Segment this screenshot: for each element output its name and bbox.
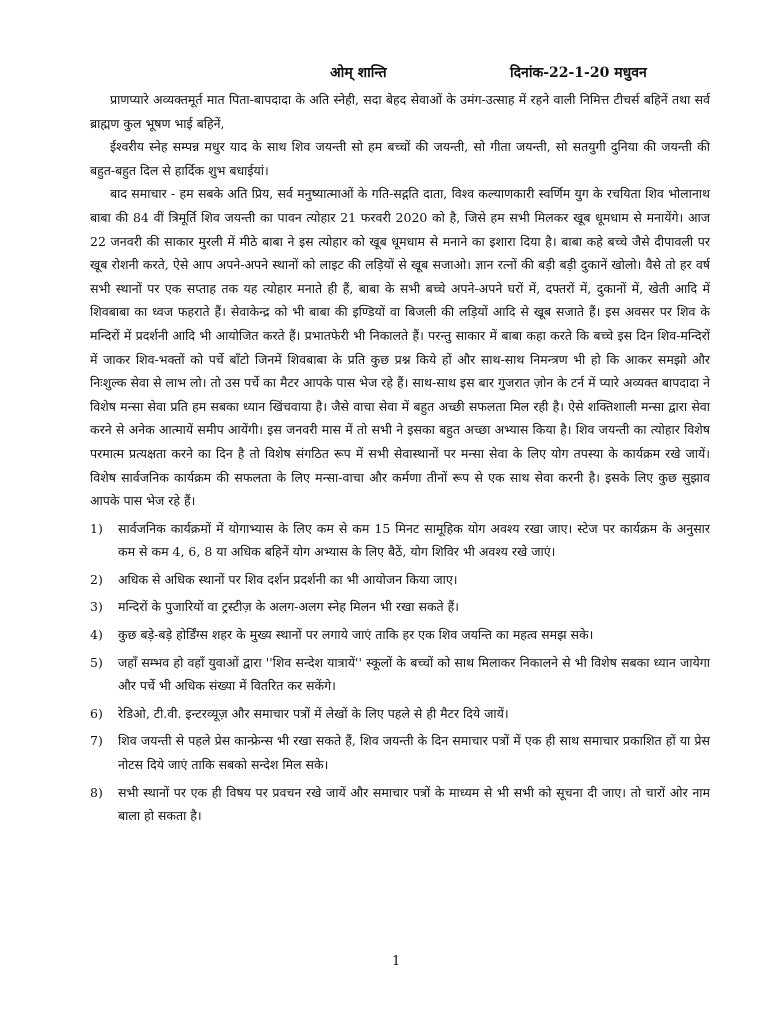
list-item-text: जहाँ सम्भव हो वहाँ युवाओं द्वारा ''शिव सन्देश यात्रायें'' स्कूलों के बच्चों को साथ मिलाकर निकालने से भी विशेष सबका ध्यान जायेगा और पर्चे भी अधिक संख्या में वितरित कर सकेंगे।	[118, 654, 710, 694]
list-item-number: 3)	[90, 599, 103, 615]
page-title: ओम् शान्ति	[330, 65, 387, 81]
list-item-number: 4)	[90, 627, 103, 643]
list-item-number: 7)	[90, 733, 103, 749]
list-item	[90, 517, 710, 564]
list-item	[90, 781, 710, 828]
list-item	[90, 595, 710, 619]
list-item-number: 8)	[90, 784, 103, 800]
date-line: दिनांक-22-1-20 मधुवन	[510, 65, 647, 81]
list-item	[90, 651, 710, 698]
list-item-number: 2)	[90, 571, 103, 587]
list-item	[90, 568, 710, 592]
page-number: 1	[392, 954, 401, 969]
suggestion-list	[90, 517, 710, 828]
greeting-paragraph: ईश्वरीय स्नेह सम्पन्न मधुर याद के साथ शिव जयन्ती सो हम बच्चों की जयन्ती, सो गीता जयन्ती, सो सतयुगी दुनिया की जयन्ती की बहुत-बहुत दिल से हार्दिक शुभ बधाईयां।	[90, 139, 710, 178]
list-item-text: शिव जयन्ती से पहले प्रेस कान्फ्रेन्स भी रखा सकते हैं, शिव जयन्ती के दिन समाचार पत्रों में एक ही साथ समाचार प्रकाशित हों या प्रेस नोटस दिये जाएं ताकि सबको सन्देश मिल सके।	[118, 733, 710, 773]
list-item-text: रेडिओ, टी.वी. इन्टरव्यूज़ और समाचार पत्रों में लेखों के लिए पहले से ही मैटर दिये जायें।	[118, 705, 509, 721]
list-item-text: कुछ बड़े-बड़े होर्डिंग्स शहर के मुख्य स्थानों पर लगाये जाएं ताकि हर एक शिव जयन्ति का महत्व समझ सके।	[118, 627, 594, 643]
list-item-text: मन्दिरों के पुजारियों वा ट्रस्टीज़ के अलग-अलग स्नेह मिलन भी रखा सकते हैं।	[118, 599, 460, 615]
letter-header	[90, 62, 710, 88]
list-item	[90, 623, 710, 647]
list-item-text: अधिक से अधिक स्थानों पर शिव दर्शन प्रदर्शनी का भी आयोजन किया जाए।	[118, 571, 458, 587]
list-item	[90, 729, 710, 776]
news-paragraph: बाद समाचार - हम सबके अति प्रिय, सर्व मनुष्यात्माओं के गति-सद्गति दाता, विश्व कल्याणकारी स्वर्णिम युग के रचयिता शिव भोलानाथ बाबा की 84 वीं त्रिमूर्ति शिव जयन्ती का पावन त्योहार 21 फरवरी 2020 को है, जिसे हम सभी मिलकर खूब धूमधाम से मनायेंगे। आज 22 जनवरी की साकार मुरली में मीठे बाबा ने इस त्योहार को खूब धूमधाम से मनाने का इशारा दिया है। बाबा कहे बच्चे जैसे दीपावली पर खूब रोशनी करते, ऐसे आप अपने-अपने स्थानों को लाइट की लड़ियों से खूब सजाओ। ज्ञान रत्नों की बड़ी बड़ी दुकानें खोलो। वैसे तो हर वर्ष सभी स्थानों पर एक सप्ताह तक यह त्योहार मनाते ही हैं, बाबा के सभी बच्चे अपने-अपने घरों में, दफ्तरों में, दुकानों में, खेती आदि में शिवबाबा का ध्वज फहराते हैं। सेवाकेन्द्र को भी बाबा की इण्डियों वा बिजली की लड़ियों आदि से खूब सजाते हैं। इस अवसर पर शिव के मन्दिरों में प्रदर्शनी आदि भी आयोजित करते हैं। प्रभातफेरी भी निकालते हैं। परन्तु साकार में बाबा कहा करते कि बच्चे इस दिन शिव-मन्दिरों में जाकर शिव-भक्तों को पर्चे बाँटो जिनमें शिवबाबा के प्रति कुछ प्रश्न किये हों और साथ-साथ निमन्त्रण भी हो कि आकर समझो और निःशुल्क सेवा से लाभ लो। तो उस पर्चे का मैटर आपके पास भेज रहे हैं। साथ-साथ इस बार गुजरात ज़ोन के टर्न में प्यारे अव्यक्त बापदादा ने विशेष मन्सा सेवा प्रति हम सबका ध्यान खिंचवाया है। जैसे वाचा सेवा में बहुत अच्छी सफलता मिल रही है। ऐसे शक्तिशाली मन्सा द्वारा सेवा करने से अनेक आत्मायें समीप आयेंगी। इस जनवरी मास में तो सभी ने इसका बहुत अच्छा अभ्यास किया है। शिव जयन्ती का त्योहार विशेष परमात्म प्रत्यक्षता करने का दिन है तो विशेष संगठित रूप में सभी सेवास्थानों पर मन्सा सेवा के लिए योग तपस्या के कार्यक्रम रखे जायें। विशेष सार्वजनिक कार्यक्रम की सफलता के लिए मन्सा-वाचा और कर्मणा तीनों रूप से एक साथ सेवा करनी है। इसके लिए कुछ सुझाव आपके पास भेज रहे हैं।	[90, 186, 710, 509]
list-item	[90, 702, 710, 726]
list-item-number: 1)	[90, 520, 103, 536]
list-item-text: सार्वजनिक कार्यक्रमों में योगाभ्यास के लिए कम से कम 15 मिनट सामूहिक योग अवश्य रखा जाए। स्टेज पर कार्यक्रम के अनुसार कम से कम 4, 6, 8 या अधिक बहिनें योग अभ्यास के लिए बैठें, योग शिविर भी अवश्य रखे जाएं।	[118, 520, 710, 560]
list-item-text: सभी स्थानों पर एक ही विषय पर प्रवचन रखे जायें और समाचार पत्रों के माध्यम से भी सभी को सूचना दी जाए। तो चारों ओर नाम बाला हो सकता है।	[118, 784, 710, 824]
salutation-paragraph: प्राणप्यारे अव्यक्तमूर्त मात पिता-बापदादा के अति स्नेही, सदा बेहद सेवाओं के उमंग-उत्साह में रहने वाली निमित्त टीचर्स बहिनें तथा सर्व ब्राह्मण कुल भूषण भाई बहिनें,	[90, 92, 710, 131]
list-item-number: 6)	[90, 705, 103, 721]
list-item-number: 5)	[90, 654, 103, 670]
